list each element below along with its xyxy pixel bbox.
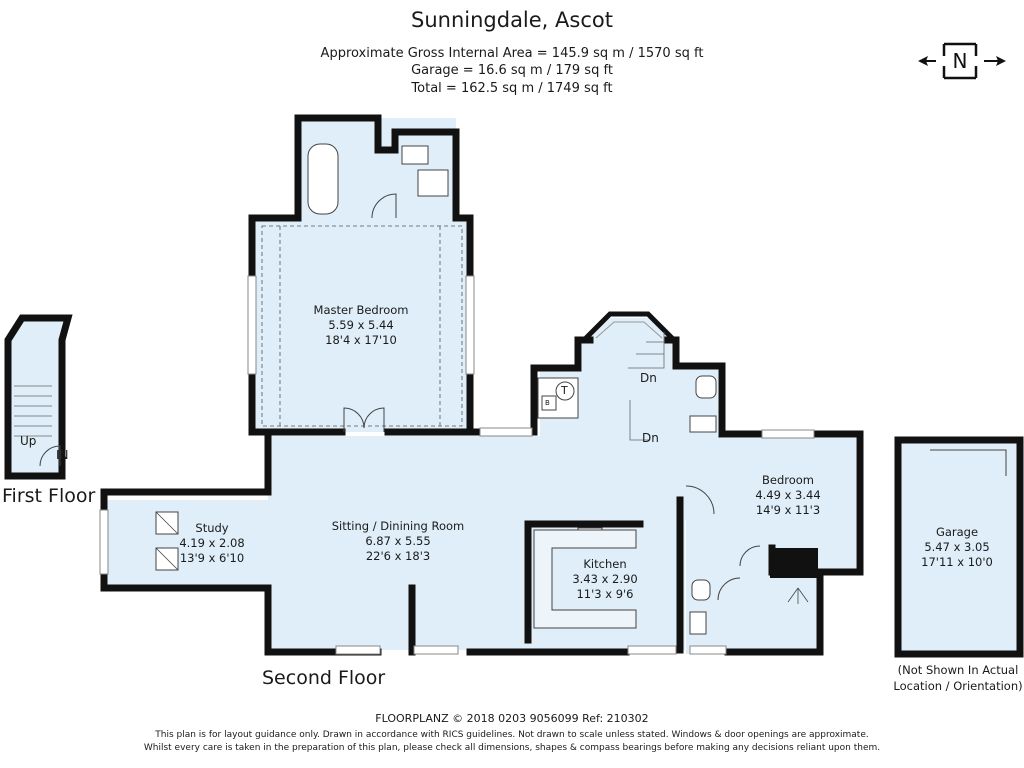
boiler-label: B — [545, 399, 550, 407]
second-floor-label: Second Floor — [262, 667, 386, 689]
gross-area-line: Approximate Gross Internal Area = 145.9 sq m / 1570 sq ft — [320, 46, 704, 61]
garage-location-note — [886, 662, 1024, 694]
room-metric: 5.59 x 5.44 — [328, 318, 394, 332]
plan-title: Sunningdale, Ascot — [411, 8, 613, 32]
stair-down-label-1: Dn — [640, 371, 657, 385]
room-name: Master Bedroom — [313, 303, 409, 317]
total-area-line: Total = 162.5 sq m / 1749 sq ft — [411, 81, 613, 96]
entrance-label: IN — [56, 448, 69, 462]
garage-area-line: Garage = 16.6 sq m / 179 sq ft — [411, 63, 613, 78]
footer-disclaimer-2: Whilst every care is taken in the preparation of this plan, please check all dimensions, shapes & compass bearings before making any decisions reliant upon them. — [143, 743, 881, 753]
room-name: Kitchen — [583, 557, 627, 571]
room-bedroom — [755, 473, 820, 518]
compass-letter: N — [952, 49, 968, 73]
room-imperial: 18'4 x 17'10 — [325, 333, 397, 347]
first-floor-label: First Floor — [2, 485, 96, 507]
room-name: Garage — [935, 525, 979, 539]
cupboard-block — [770, 548, 818, 578]
room-metric: 6.87 x 5.55 — [365, 534, 431, 548]
room-imperial: 13'9 x 6'10 — [179, 551, 245, 565]
room-metric: 5.47 x 3.05 — [924, 540, 990, 554]
stair-down-label-2: Dn — [642, 431, 659, 445]
room-garage — [921, 525, 993, 570]
footer-disclaimer-1: This plan is for layout guidance only. Drawn in accordance with RICS guidelines. Not drawn to scale unless stated. Windows & door openings are approximate. — [155, 730, 869, 740]
room-name: Bedroom — [761, 473, 815, 487]
room-imperial: 22'6 x 18'3 — [365, 549, 431, 563]
room-imperial: 11'3 x 9'6 — [576, 587, 634, 601]
note-line-1: (Not Shown In Actual — [897, 663, 1019, 677]
room-kitchen — [572, 557, 637, 602]
footer-credit: FLOORPLANZ © 2018 0203 9056099 Ref: 210302 — [375, 712, 649, 725]
room-imperial: 14'9 x 11'3 — [755, 503, 821, 517]
stair-up-label: Up — [20, 434, 37, 448]
room-metric: 3.43 x 2.90 — [572, 572, 638, 586]
room-master-bedroom — [314, 303, 409, 348]
room-name: Study — [195, 521, 229, 535]
room-name: Sitting / Dinining Room — [331, 519, 465, 533]
room-sitting-dining — [332, 519, 465, 564]
room-study — [179, 521, 244, 566]
room-fills — [8, 118, 1018, 654]
room-imperial: 17'11 x 10'0 — [921, 555, 993, 569]
note-line-2: Location / Orientation) — [893, 679, 1023, 693]
tank-label: T — [561, 384, 568, 397]
room-metric: 4.19 x 2.08 — [179, 536, 245, 550]
room-metric: 4.49 x 3.44 — [755, 488, 821, 502]
